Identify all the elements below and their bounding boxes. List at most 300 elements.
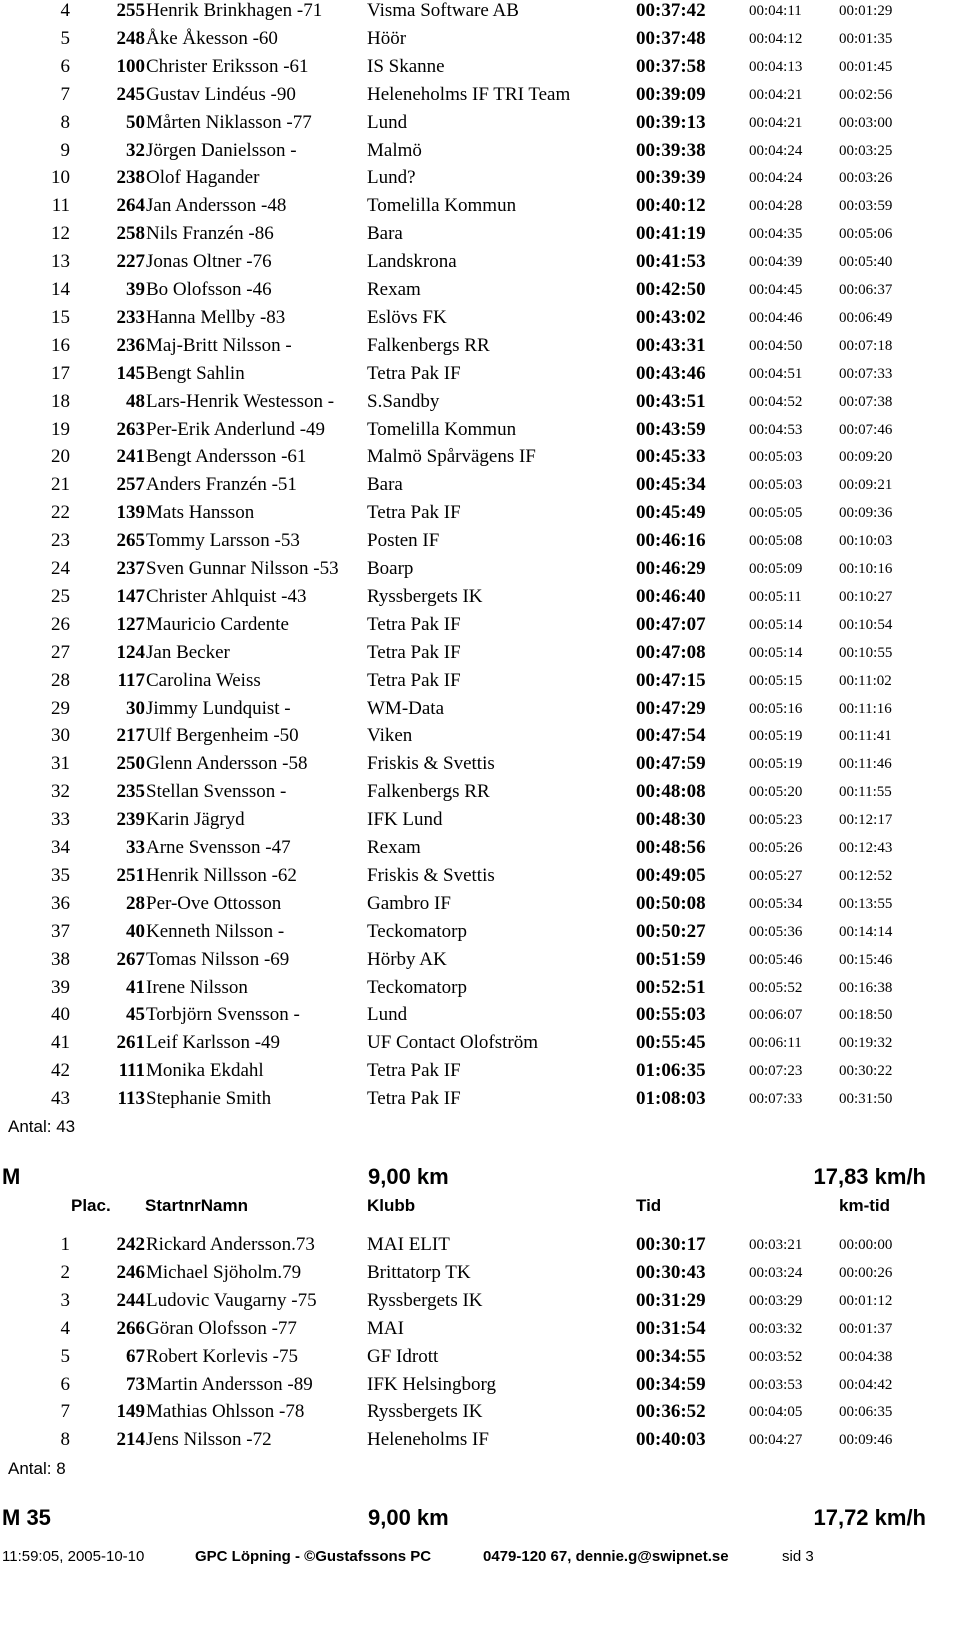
result-row [0,443,960,471]
start-number: 100 [116,55,145,77]
time-per-km: 00:04:12 [749,30,803,47]
start-number: 244 [116,1289,145,1311]
footer-timestamp: 11:59:05, 2005-10-10 [2,1548,145,1565]
start-number: 250 [116,753,145,775]
start-number: 124 [116,641,145,663]
start-number: 245 [116,83,145,105]
time-behind: 00:10:16 [839,561,893,577]
time-per-km: 00:04:52 [749,393,803,410]
finish-time: 00:30:43 [636,1261,706,1283]
runner-name: Torbjörn Svensson - [146,1004,300,1026]
placement: 15 [51,306,70,328]
placement: 3 [60,1289,70,1311]
time-per-km: 00:05:26 [749,840,803,856]
time-behind: 00:05:06 [839,226,893,243]
start-number: 149 [116,1401,145,1423]
time-per-km: 00:05:16 [749,700,803,717]
placement: 19 [51,418,70,440]
result-row [0,53,960,81]
runner-name: Per-Ove Ottosson [146,892,282,914]
result-row [0,1029,960,1057]
class-distance: 9,00 km [368,1164,449,1189]
time-per-km: 00:05:19 [749,728,803,745]
result-row [0,1231,960,1259]
runner-name: Jan Andersson -48 [146,195,287,217]
placement: 38 [51,948,70,970]
runner-name: Bo Olofsson -46 [146,279,272,300]
time-behind: 00:18:50 [839,1007,893,1024]
finish-time: 00:47:54 [636,725,706,747]
club-name: Rexam [367,837,421,858]
club-name: Eslövs FK [367,306,447,328]
placement: 42 [51,1060,70,1082]
placement: 13 [51,251,70,273]
time-per-km: 00:05:46 [749,951,803,968]
runner-name: Göran Olofsson -77 [146,1317,297,1339]
result-row [0,1426,960,1454]
time-behind: 00:10:27 [839,588,893,605]
placement: 26 [51,613,70,635]
participant-count: Antal: 8 [8,1459,66,1478]
runner-name: Per-Erik Anderlund -49 [146,418,326,440]
club-name: Landskrona [367,251,457,273]
time-per-km: 00:05:27 [749,867,803,884]
club-name: GF Idrott [367,1345,439,1367]
result-row [0,918,960,946]
start-number: 117 [117,669,145,691]
result-row [0,360,960,388]
club-name: Tetra Pak IF [367,613,461,635]
start-number: 266 [116,1317,145,1339]
footer-page-number: sid 3 [782,1548,814,1565]
column-header-startnr-namn: StartnrNamn [145,1196,248,1215]
start-number: 238 [116,167,145,189]
time-behind: 00:15:46 [839,951,893,968]
finish-time: 00:48:08 [636,781,706,803]
placement: 21 [51,474,70,496]
finish-time: 00:40:03 [636,1429,706,1451]
time-behind: 00:04:42 [839,1376,893,1393]
runner-name: Martin Andersson -89 [146,1373,313,1395]
result-row [0,0,960,25]
club-name: Hörby AK [367,948,447,970]
time-per-km: 00:05:03 [749,449,803,466]
runner-name: Anders Franzén -51 [146,474,297,496]
time-per-km: 00:04:24 [749,142,803,159]
time-per-km: 00:04:51 [749,365,803,382]
start-number: 50 [126,111,145,133]
placement: 43 [51,1088,70,1110]
runner-name: Henrik Nillsson -62 [146,864,297,886]
column-header-klubb: Klubb [367,1196,416,1215]
time-per-km: 00:04:28 [749,198,803,215]
time-per-km: 00:05:05 [749,505,803,522]
placement: 2 [60,1261,70,1283]
club-name: Lund [367,111,408,133]
time-behind: 00:11:41 [839,728,892,745]
placement: 27 [51,641,70,663]
club-name: Tomelilla Kommun [367,195,517,217]
runner-name: Stellan Svensson - [146,781,287,803]
finish-time: 01:06:35 [636,1060,706,1082]
club-name: UF Contact Olofström [367,1032,538,1054]
time-behind: 00:02:56 [839,86,893,103]
time-per-km: 00:04:11 [749,3,802,19]
finish-time: 00:43:59 [636,418,706,440]
time-behind: 00:16:38 [839,979,893,996]
runner-name: Kenneth Nilsson - [146,920,285,942]
club-name: IS Skanne [367,55,445,77]
start-number: 145 [116,362,145,384]
start-number: 40 [126,920,145,942]
placement: 39 [51,976,70,998]
runner-name: Karin Jägryd [146,809,245,831]
footer-company: GPC Löpning - ©Gustafssons PC [195,1548,432,1565]
placement: 31 [51,753,70,775]
start-number: 246 [116,1261,145,1283]
runner-name: Monika Ekdahl [146,1060,264,1082]
time-per-km: 00:05:03 [749,477,803,494]
finish-time: 00:43:02 [636,306,706,328]
club-name: IFK Lund [367,809,443,831]
finish-time: 00:42:50 [636,279,706,300]
finish-time: 00:50:08 [636,892,706,914]
time-per-km: 00:04:27 [749,1432,803,1449]
runner-name: Lars-Henrik Westesson - [146,390,335,412]
club-name: Gambro IF [367,892,451,914]
finish-time: 00:37:48 [636,27,706,49]
time-per-km: 00:07:23 [749,1063,803,1080]
club-name: Bara [367,474,403,496]
time-per-km: 00:04:21 [749,114,803,131]
time-per-km: 00:05:36 [749,923,803,940]
placement: 17 [51,362,70,384]
time-per-km: 00:04:35 [749,226,803,243]
time-behind: 00:03:59 [839,198,893,215]
time-per-km: 00:05:11 [749,588,802,605]
start-number: 263 [116,418,145,440]
runner-name: Hanna Mellby -83 [146,306,286,328]
placement: 12 [51,223,70,245]
time-per-km: 00:04:05 [749,1404,803,1421]
runner-name: Mauricio Cardente [146,613,289,635]
club-name: Teckomatorp [367,976,467,998]
result-row [0,527,960,555]
finish-time: 00:43:51 [636,390,706,412]
finish-time: 00:55:45 [636,1032,706,1054]
finish-time: 00:45:33 [636,446,706,468]
time-per-km: 00:05:08 [749,533,803,550]
runner-name: Maj-Britt Nilsson - [146,334,292,356]
time-per-km: 00:04:21 [749,86,803,103]
result-row [0,890,960,918]
result-row [0,1287,960,1315]
placement: 1 [60,1234,70,1255]
finish-time: 00:34:59 [636,1373,706,1395]
runner-name: Glenn Andersson -58 [146,753,308,775]
time-behind: 00:14:14 [839,923,893,940]
placement: 8 [60,1429,70,1451]
result-row [0,471,960,499]
club-name: Tomelilla Kommun [367,418,517,440]
finish-time: 00:36:52 [636,1401,706,1423]
time-behind: 00:03:00 [839,114,893,131]
time-behind: 00:00:26 [839,1264,893,1281]
time-behind: 00:06:49 [839,309,893,326]
start-number: 237 [116,558,145,579]
finish-time: 00:31:54 [636,1317,706,1339]
time-per-km: 00:06:11 [749,1035,802,1052]
result-row [0,639,960,667]
time-behind: 00:05:40 [839,254,893,271]
finish-time: 00:55:03 [636,1004,706,1026]
runner-name: Leif Karlsson -49 [146,1032,281,1054]
placement: 34 [51,837,70,858]
club-name: Ryssbergets IK [367,1401,483,1423]
runner-name: Bengt Sahlin [146,362,245,384]
time-per-km: 00:04:13 [749,58,803,75]
finish-time: 00:47:59 [636,753,706,775]
runner-name: Tomas Nilsson -69 [146,948,290,970]
placement: 8 [60,111,70,133]
placement: 25 [51,585,70,607]
runner-name: Ulf Bergenheim -50 [146,725,299,747]
result-row [0,137,960,165]
time-per-km: 00:04:46 [749,309,803,326]
class-name: M [2,1164,21,1189]
finish-time: 00:39:38 [636,139,706,161]
club-name: Ryssbergets IK [367,585,483,607]
finish-time: 00:48:30 [636,809,706,831]
result-row [0,388,960,416]
start-number: 33 [126,837,145,858]
placement: 37 [51,920,70,942]
finish-time: 00:47:15 [636,669,706,691]
time-behind: 00:11:55 [839,784,892,801]
club-name: MAI [367,1317,404,1339]
placement: 41 [51,1032,70,1054]
runner-name: Mårten Niklasson -77 [146,111,312,133]
placement: 16 [51,334,70,356]
placement: 6 [60,1373,70,1395]
start-number: 264 [116,195,145,217]
placement: 18 [51,390,70,412]
time-behind: 00:00:00 [839,1237,893,1253]
club-name: Brittatorp TK [367,1261,471,1283]
result-row [0,248,960,276]
start-number: 39 [126,279,145,300]
placement: 33 [51,809,70,831]
result-row [0,1085,960,1113]
time-behind: 00:13:55 [839,895,893,912]
time-behind: 00:04:38 [839,1348,893,1365]
time-behind: 00:01:45 [839,58,893,75]
club-name: IFK Helsingborg [367,1373,496,1395]
result-row [0,1315,960,1343]
column-header-km-tid: km-tid [839,1196,890,1215]
placement: 30 [51,725,70,747]
placement: 4 [60,0,70,21]
class-speed: 17,72 km/h [813,1505,926,1530]
time-behind: 00:01:12 [839,1292,893,1309]
time-behind: 00:09:20 [839,449,893,466]
placement: 35 [51,864,70,886]
start-number: 257 [116,474,145,496]
club-name: Teckomatorp [367,920,467,942]
result-row [0,974,960,1002]
start-number: 235 [116,781,145,803]
placement: 28 [51,669,70,691]
runner-name: Bengt Andersson -61 [146,446,307,468]
time-behind: 00:10:03 [839,533,893,550]
start-number: 147 [116,585,145,607]
runner-name: Jörgen Danielsson - [146,139,297,161]
finish-time: 00:45:49 [636,502,706,524]
time-behind: 00:07:38 [839,393,893,410]
finish-time: 00:51:59 [636,948,706,970]
finish-time: 00:47:07 [636,613,706,635]
result-row [0,1259,960,1287]
runner-name: Christer Eriksson -61 [146,55,309,77]
club-name: Lund? [367,167,416,189]
runner-name: Jens Nilsson -72 [146,1429,272,1451]
time-behind: 00:12:43 [839,840,893,856]
start-number: 28 [126,892,145,914]
club-name: Heleneholms IF [367,1429,489,1451]
placement: 7 [60,83,70,105]
finish-time: 00:40:12 [636,195,706,217]
placement: 11 [51,195,70,217]
result-row [0,834,960,862]
placement: 6 [60,55,70,77]
result-row [0,416,960,444]
time-per-km: 00:03:21 [749,1237,803,1253]
participant-count: Antal: 43 [8,1117,76,1136]
time-behind: 00:11:02 [839,672,892,689]
runner-name: Rickard Andersson.73 [146,1234,315,1255]
time-behind: 00:01:35 [839,30,893,47]
time-per-km: 00:05:14 [749,644,803,661]
time-per-km: 00:05:20 [749,784,803,801]
club-name: Tetra Pak IF [367,1060,461,1082]
result-row [0,1343,960,1371]
result-row [0,750,960,778]
placement: 23 [51,530,70,552]
time-per-km: 00:03:29 [749,1292,803,1309]
start-number: 127 [116,613,145,635]
result-row [0,1398,960,1426]
finish-time: 00:31:29 [636,1289,706,1311]
club-name: WM-Data [367,697,445,719]
time-behind: 00:31:50 [839,1091,893,1108]
time-behind: 00:01:37 [839,1320,893,1337]
class-speed: 17,83 km/h [813,1164,926,1189]
finish-time: 00:43:31 [636,334,706,356]
result-row [0,555,960,583]
finish-time: 00:48:56 [636,837,706,858]
start-number: 217 [116,725,145,747]
time-per-km: 00:04:53 [749,421,803,438]
time-behind: 00:30:22 [839,1063,893,1080]
club-name: Visma Software AB [367,0,519,21]
club-name: Falkenbergs RR [367,781,490,803]
time-per-km: 00:04:24 [749,170,803,187]
finish-time: 00:46:16 [636,530,706,552]
start-number: 233 [116,306,145,328]
start-number: 242 [116,1234,145,1255]
finish-time: 00:46:40 [636,585,706,607]
club-name: Malmö [367,139,422,161]
start-number: 41 [126,976,145,998]
time-behind: 00:07:33 [839,365,893,382]
placement: 32 [51,781,70,803]
club-name: Tetra Pak IF [367,669,461,691]
footer-contact: 0479-120 67, dennie.g@swipnet.se [483,1548,729,1565]
runner-name: Robert Korlevis -75 [146,1345,298,1367]
club-name: Tetra Pak IF [367,502,461,524]
time-per-km: 00:04:50 [749,337,803,354]
runner-name: Tommy Larsson -53 [146,530,300,552]
club-name: Ryssbergets IK [367,1289,483,1311]
result-row [0,1371,960,1399]
placement: 9 [60,139,70,161]
start-number: 265 [116,530,145,552]
start-number: 248 [116,27,145,49]
start-number: 73 [126,1373,145,1395]
finish-time: 00:30:17 [636,1234,706,1255]
finish-time: 00:37:42 [636,0,706,21]
result-row [0,304,960,332]
start-number: 139 [116,502,145,524]
result-row [0,722,960,750]
time-per-km: 00:05:15 [749,672,803,689]
time-behind: 00:12:17 [839,812,893,829]
runner-name: Olof Hagander [146,167,260,189]
start-number: 241 [116,446,145,468]
finish-time: 00:47:29 [636,697,706,719]
runner-name: Christer Ahlquist -43 [146,585,307,607]
start-number: 214 [116,1429,145,1451]
finish-time: 00:49:05 [636,864,706,886]
start-number: 255 [116,0,145,21]
time-per-km: 00:03:52 [749,1348,803,1365]
runner-name: Henrik Brinkhagen -71 [146,0,323,21]
class-distance: 9,00 km [368,1505,449,1530]
runner-name: Ludovic Vaugarny -75 [146,1289,317,1311]
runner-name: Åke Åkesson -60 [146,27,278,49]
club-name: Posten IF [367,530,440,552]
time-per-km: 00:05:23 [749,812,803,829]
time-per-km: 00:06:07 [749,1007,803,1024]
finish-time: 00:47:08 [636,641,706,663]
runner-name: Nils Franzén -86 [146,223,274,245]
runner-name: Michael Sjöholm.79 [146,1261,302,1283]
placement: 22 [51,502,70,524]
placement: 29 [51,697,70,719]
runner-name: Jimmy Lundquist - [146,697,291,719]
finish-time: 00:43:46 [636,362,706,384]
time-behind: 00:07:46 [839,421,893,438]
runner-name: Mathias Ohlsson -78 [146,1401,305,1423]
runner-name: Gustav Lindéus -90 [146,83,296,105]
time-behind: 00:07:18 [839,337,893,354]
club-name: Rexam [367,279,421,300]
club-name: Falkenbergs RR [367,334,490,356]
club-name: Heleneholms IF TRI Team [367,83,571,105]
finish-time: 00:41:53 [636,251,706,273]
time-behind: 00:06:35 [839,1404,893,1421]
finish-time: 00:50:27 [636,920,706,942]
